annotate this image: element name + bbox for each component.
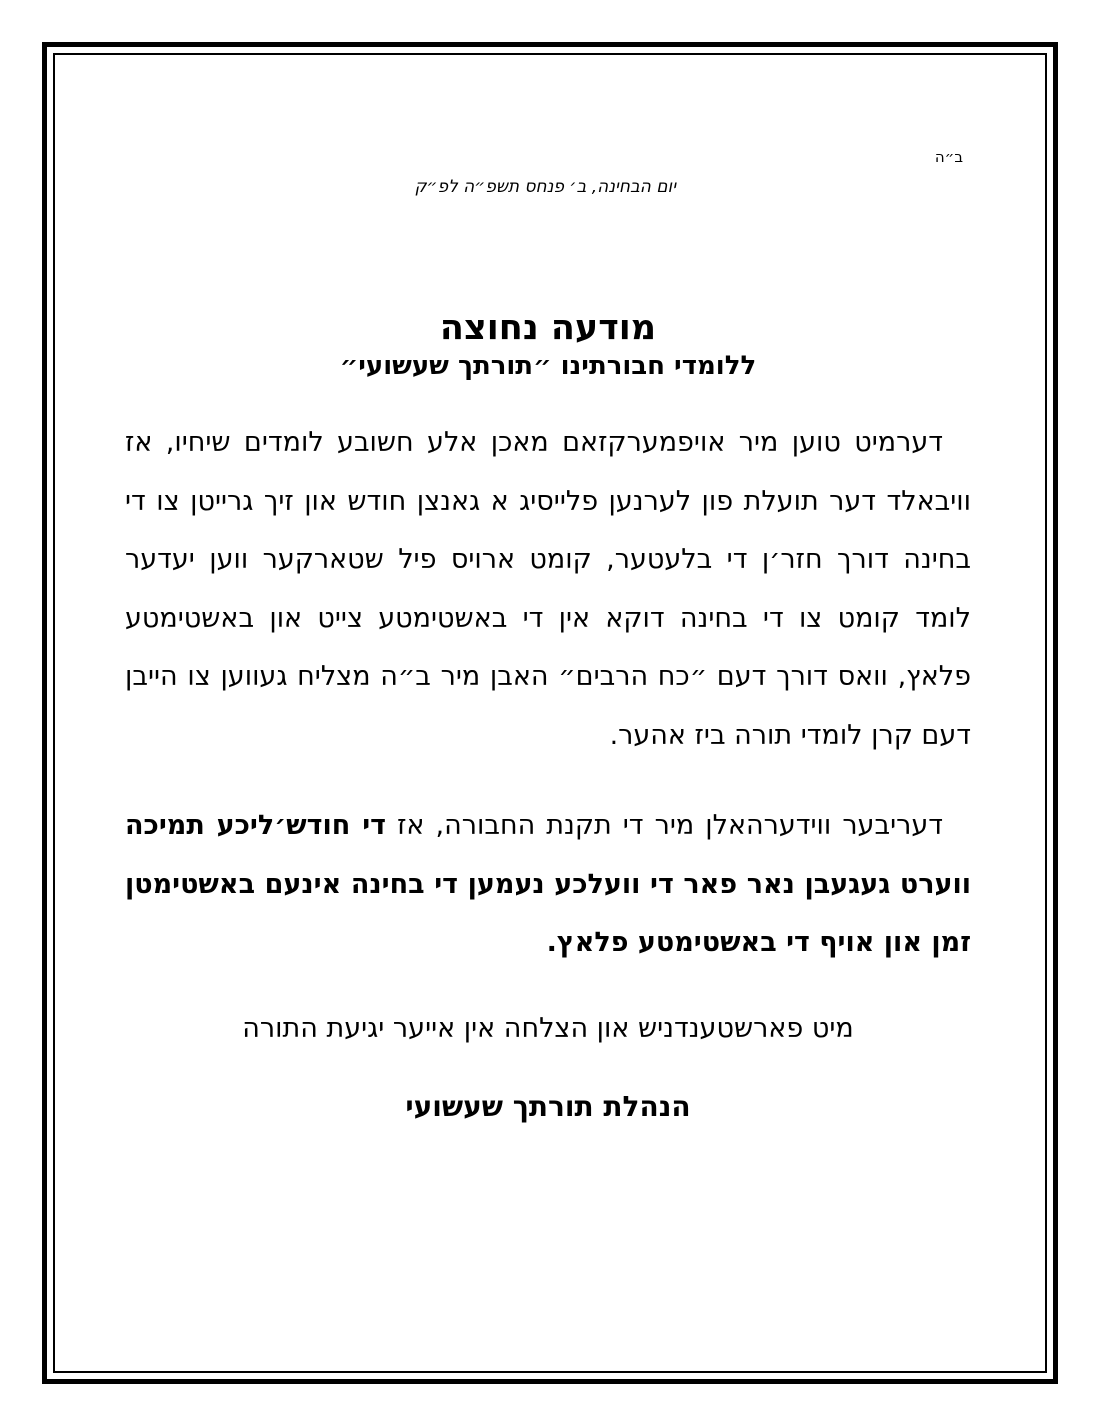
paragraph-2-regular-text: דעריבער ווידערהאלן מיר די תקנת החבורה, אז	[386, 810, 943, 841]
bh-mark: ב״ה	[934, 148, 963, 166]
notice-subheadline: ללומדי חבורתינו ״תורתך שעשועי״	[339, 351, 757, 381]
paragraph-2-bold-text: די חודש׳ליכע תמיכה ווערט געגעבן נאר פאר די וועלכע נעמען די בחינה אינעם באשטימטן זמן און אויף די באשטימטע פלאץ.	[125, 810, 971, 958]
paragraph-1	[125, 414, 971, 765]
paragraph-1-text: דערמיט טוען מיר אויפמערקזאם מאכן אלע חשובע לומדים שיחיו, אז וויבאלד דער תועלת פון לערנען פלייסיג א גאנצן חודש און זיך גרייטן צו די בחינה דורך חזר׳ן די בלעטער, קומט ארויס פיל שטארקער ווען יעדער לומד קומט צו די בחינה דוקא אין די באשטימטע צייט און באשטימטע פלאץ, וואס דורך דעם ״כח הרבים״ האבן מיר ב״ה מצליח געווען צו הייבן דעם קרן לומדי תורה ביז אהער.	[125, 427, 971, 751]
notice-headline: מודעה נחוצה	[439, 308, 657, 348]
notice-page	[125, 140, 971, 1127]
closing-line: מיט פארשטענדניש און הצלחה אין אייער יגיעת התורה	[242, 1012, 854, 1044]
paragraph-2	[125, 797, 971, 973]
exam-date-line: יום הבחינה, ב׳ פנחס תשפ״ה לפ״ק	[414, 177, 676, 197]
signature: הנהלת תורתך שעשועי	[405, 1089, 691, 1123]
